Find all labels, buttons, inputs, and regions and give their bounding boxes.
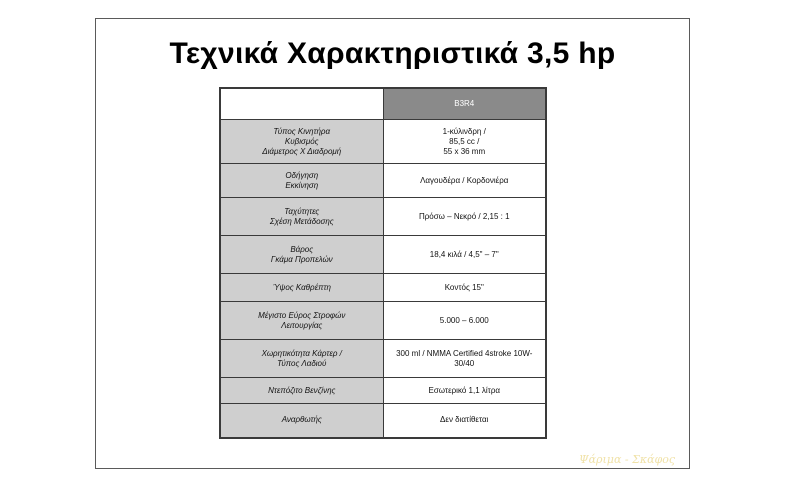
spec-value-line: 18,4 κιλά / 4,5" – 7" bbox=[429, 249, 499, 259]
spec-label-cell bbox=[220, 378, 383, 404]
spec-label-cell bbox=[220, 404, 383, 438]
model-header: B3R4 bbox=[383, 88, 546, 120]
spec-label-cell bbox=[220, 198, 383, 236]
spec-value-cell bbox=[383, 404, 546, 438]
spec-value-line: Πρόσω – Νεκρό / 2,15 : 1 bbox=[418, 211, 510, 221]
table-row bbox=[220, 404, 546, 438]
spec-label-line: Μέγιστο Εύρος Στροφών bbox=[258, 310, 346, 320]
spec-value-line: 55 x 36 mm bbox=[443, 146, 486, 156]
spec-value-line: 1-κύλινδρη / bbox=[442, 126, 486, 136]
table-header-row bbox=[220, 88, 546, 120]
spec-value-cell bbox=[383, 198, 546, 236]
spec-label-line: Αναρθωτής bbox=[281, 415, 322, 425]
spec-value-cell bbox=[383, 236, 546, 274]
table-row bbox=[220, 164, 546, 198]
spec-label-line: Γκάμα Προπελών bbox=[270, 254, 333, 264]
table-corner-cell bbox=[220, 88, 383, 120]
spec-label-cell bbox=[220, 120, 383, 164]
table-row bbox=[220, 120, 546, 164]
spec-label-line: Διάμετρος Χ Διαδρομή bbox=[262, 146, 342, 156]
spec-label-cell bbox=[220, 274, 383, 302]
spec-value-line: 300 ml / NMMA Certified 4stroke 10W-30/40 bbox=[396, 348, 533, 368]
spec-value-cell bbox=[383, 378, 546, 404]
spec-label-line: Τύπος Κινητήρα bbox=[273, 126, 331, 136]
spec-value-cell bbox=[383, 340, 546, 378]
spec-value-line: Κοντός 15" bbox=[444, 282, 484, 292]
spec-value-cell bbox=[383, 302, 546, 340]
table-row bbox=[220, 198, 546, 236]
spec-label-cell bbox=[220, 164, 383, 198]
table-row bbox=[220, 378, 546, 404]
slide bbox=[95, 18, 690, 469]
spec-label-line: Βάρος bbox=[290, 244, 314, 254]
spec-label-line: Σχέση Μετάδοσης bbox=[269, 216, 334, 226]
spec-label-line: Λειτουργίας bbox=[281, 320, 323, 330]
spec-label-line: Κυβισμός bbox=[284, 136, 319, 146]
spec-value-line: Λαγουδέρα / Κορδονιέρα bbox=[420, 175, 509, 185]
spec-value-cell bbox=[383, 164, 546, 198]
spec-table bbox=[219, 87, 547, 439]
spec-value-line: 5.000 – 6.000 bbox=[439, 315, 489, 325]
table-row bbox=[220, 340, 546, 378]
spec-label-line: Ύψος Καθρέπτη bbox=[272, 282, 331, 292]
spec-label-line: Εκκίνηση bbox=[285, 180, 319, 190]
spec-label-line: Τύπος Λαδιού bbox=[277, 358, 327, 368]
spec-label-cell bbox=[220, 302, 383, 340]
spec-value-cell bbox=[383, 274, 546, 302]
spec-label-line: Οδήγηση bbox=[285, 170, 319, 180]
slide-title: Τεχνικά Χαρακτηριστικά 3,5 hp bbox=[169, 37, 616, 70]
spec-label-cell bbox=[220, 340, 383, 378]
spec-value-line: Εσωτερικό 1,1 λίτρα bbox=[428, 385, 500, 395]
spec-label-line: Χωρητικότητα Κάρτερ / bbox=[261, 348, 342, 358]
spec-value-line: Δεν διατίθεται bbox=[440, 415, 489, 425]
table-row bbox=[220, 236, 546, 274]
spec-label-cell bbox=[220, 236, 383, 274]
table-row bbox=[220, 274, 546, 302]
spec-label-line: Ντεπόζιτο Βενζίνης bbox=[268, 385, 336, 395]
spec-label-line: Ταχύτητες bbox=[284, 206, 320, 216]
spec-value-line: 85,5 cc / bbox=[449, 136, 480, 146]
watermark-text: Ψάριμα - Σκάφος bbox=[578, 453, 675, 466]
spec-value-cell bbox=[383, 120, 546, 164]
table-row bbox=[220, 302, 546, 340]
